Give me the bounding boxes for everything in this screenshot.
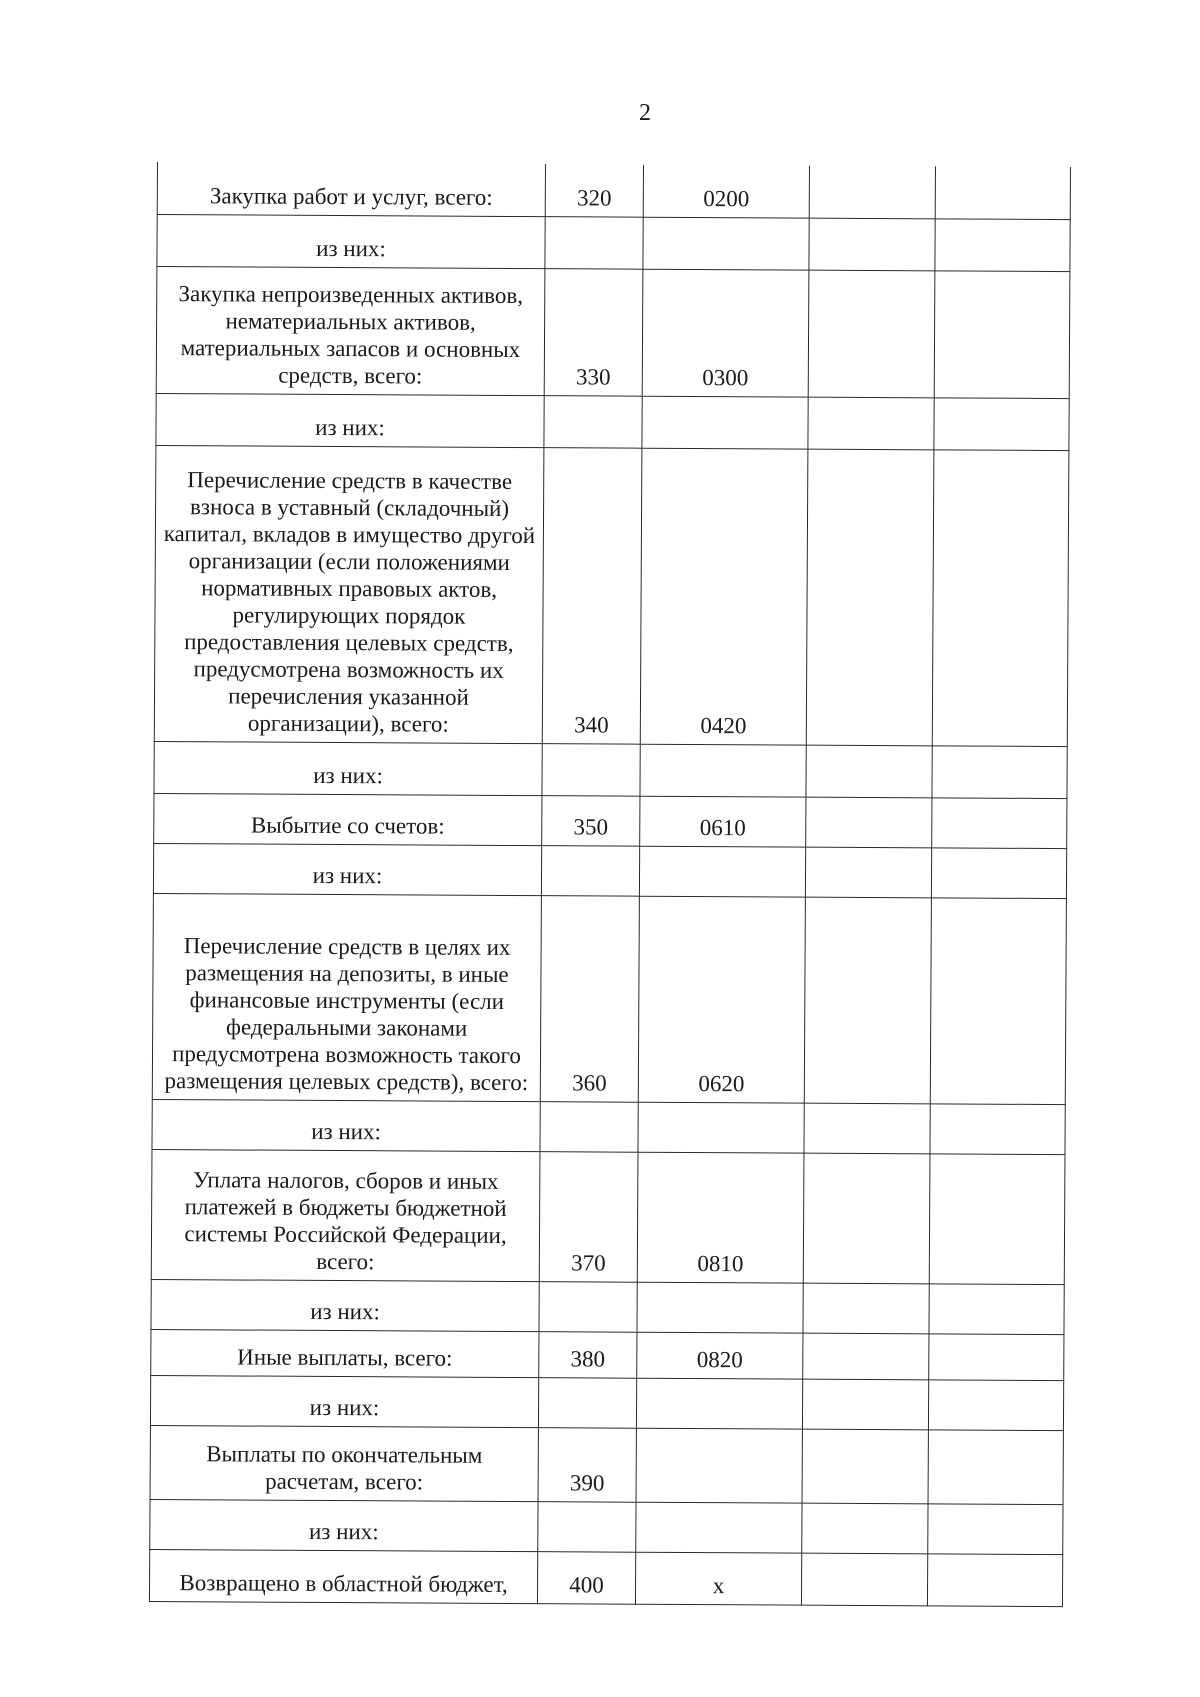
row-kosgu-code	[636, 1502, 802, 1553]
row-line-code: 330	[544, 268, 643, 396]
row-empty-cell	[805, 847, 931, 898]
row-line-code	[539, 1281, 637, 1332]
row-empty-cell	[803, 1333, 929, 1380]
row-empty-cell	[808, 397, 934, 450]
row-line-code	[542, 743, 640, 796]
row-empty-cell	[934, 270, 1070, 398]
row-line-code	[544, 395, 642, 448]
row-label: из них:	[156, 393, 544, 447]
row-empty-cell	[928, 1379, 1063, 1430]
row-line-code: 320	[545, 164, 643, 217]
row-kosgu-code: 0610	[640, 796, 806, 847]
table-row	[154, 741, 1067, 798]
row-kosgu-code	[640, 744, 806, 797]
row-kosgu-code: 0810	[637, 1152, 804, 1283]
row-empty-cell	[929, 1153, 1065, 1284]
row-kosgu-code	[643, 217, 809, 270]
row-label: Закупка непроизведенных активов, нематериальных активов, материальных запасов и основных средств, всего:	[156, 266, 545, 395]
row-empty-cell	[803, 1283, 929, 1334]
row-kosgu-code: 0200	[643, 165, 809, 218]
table-row	[152, 1099, 1065, 1154]
row-line-code: 380	[539, 1331, 637, 1378]
row-line-code: 350	[542, 795, 640, 846]
table-row	[151, 1279, 1064, 1334]
row-kosgu-code	[642, 396, 808, 449]
row-kosgu-code: 0620	[638, 896, 805, 1103]
table-row	[157, 214, 1070, 271]
row-label: из них:	[152, 1099, 540, 1151]
row-label: из них:	[150, 1375, 538, 1427]
row-label: из них:	[153, 843, 541, 895]
row-empty-cell	[806, 449, 934, 746]
row-line-code	[538, 1501, 636, 1552]
row-empty-cell	[935, 166, 1070, 219]
row-empty-cell	[802, 1503, 928, 1554]
row-line-code	[541, 845, 639, 896]
table-row	[150, 1375, 1063, 1430]
row-empty-cell	[802, 1429, 928, 1504]
row-label: Уплата налогов, сборов и иных платежей в бюджеты бюджетной системы Российской Федерации, всего:	[151, 1149, 540, 1281]
row-line-code	[545, 216, 643, 269]
row-empty-cell	[929, 1283, 1064, 1334]
row-empty-cell	[932, 797, 1067, 848]
row-kosgu-code: x	[635, 1552, 801, 1605]
row-kosgu-code	[638, 1102, 804, 1153]
row-kosgu-code: 0300	[642, 269, 809, 397]
row-label: Выбытие со счетов:	[154, 793, 542, 845]
table-row	[157, 162, 1070, 219]
row-empty-cell	[932, 745, 1067, 798]
table-row	[156, 393, 1069, 450]
row-empty-cell	[801, 1553, 927, 1606]
row-label: из них:	[154, 741, 542, 795]
row-kosgu-code	[639, 846, 805, 897]
row-empty-cell	[931, 847, 1066, 898]
row-empty-cell	[930, 1103, 1065, 1154]
row-empty-cell	[802, 1379, 928, 1430]
row-empty-cell	[803, 1153, 930, 1284]
report-table	[149, 162, 1071, 1607]
row-line-code: 360	[540, 895, 639, 1102]
row-empty-cell	[804, 897, 931, 1104]
row-empty-cell	[808, 270, 935, 398]
row-label: Возвращено в областной бюджет,	[149, 1549, 537, 1603]
row-label: Выплаты по окончательным расчетам, всего:	[150, 1425, 538, 1501]
row-empty-cell	[929, 1333, 1064, 1380]
row-empty-cell	[927, 1553, 1062, 1606]
row-kosgu-code: 0820	[637, 1332, 803, 1379]
row-empty-cell	[932, 449, 1069, 746]
row-line-code	[540, 1101, 638, 1152]
row-label: Перечисление средств в целях их размещения на депозиты, в иные финансовые инструменты (если федеральными законами предусмотрена возможность такого размещения целевых средств), всего:	[152, 893, 541, 1101]
row-label: из них:	[150, 1499, 538, 1551]
table-row	[149, 1549, 1062, 1606]
row-empty-cell	[809, 166, 935, 219]
row-empty-cell	[809, 218, 935, 271]
row-label: из них:	[151, 1279, 539, 1331]
row-empty-cell	[806, 745, 932, 798]
row-empty-cell	[935, 218, 1070, 271]
row-kosgu-code: 0420	[640, 448, 808, 745]
row-empty-cell	[934, 397, 1069, 450]
table-row	[150, 1499, 1063, 1554]
row-line-code: 390	[538, 1427, 636, 1502]
row-empty-cell	[930, 897, 1066, 1104]
table-row	[156, 266, 1070, 398]
row-line-code: 370	[539, 1151, 638, 1282]
table-row	[150, 1425, 1063, 1504]
row-label: Закупка работ и услуг, всего:	[157, 162, 545, 216]
row-label: Иные выплаты, всего:	[151, 1329, 539, 1377]
row-kosgu-code	[636, 1428, 802, 1503]
table-row	[153, 843, 1066, 898]
row-kosgu-code	[636, 1378, 802, 1429]
row-empty-cell	[806, 797, 932, 848]
row-label: из них:	[157, 214, 545, 268]
row-empty-cell	[928, 1503, 1063, 1554]
table-row	[154, 793, 1067, 848]
row-empty-cell	[928, 1429, 1063, 1504]
row-line-code	[538, 1377, 636, 1428]
row-empty-cell	[804, 1103, 930, 1154]
row-kosgu-code	[637, 1282, 803, 1333]
table-row	[151, 1329, 1064, 1380]
table-row	[154, 445, 1069, 746]
table-row	[151, 1149, 1065, 1284]
table-row	[152, 893, 1066, 1104]
row-line-code: 340	[542, 447, 642, 744]
row-line-code: 400	[537, 1551, 635, 1604]
row-label: Перечисление средств в качестве взноса в уставный (складочный) капитал, вкладов в имущество другой организации (если положениями нормативных правовых актов, регулирующих порядок предоставления целевых средств, предусмотрена возможность их перечисления указанной организации), всего:	[154, 445, 544, 743]
page-number: 2	[639, 100, 651, 126]
